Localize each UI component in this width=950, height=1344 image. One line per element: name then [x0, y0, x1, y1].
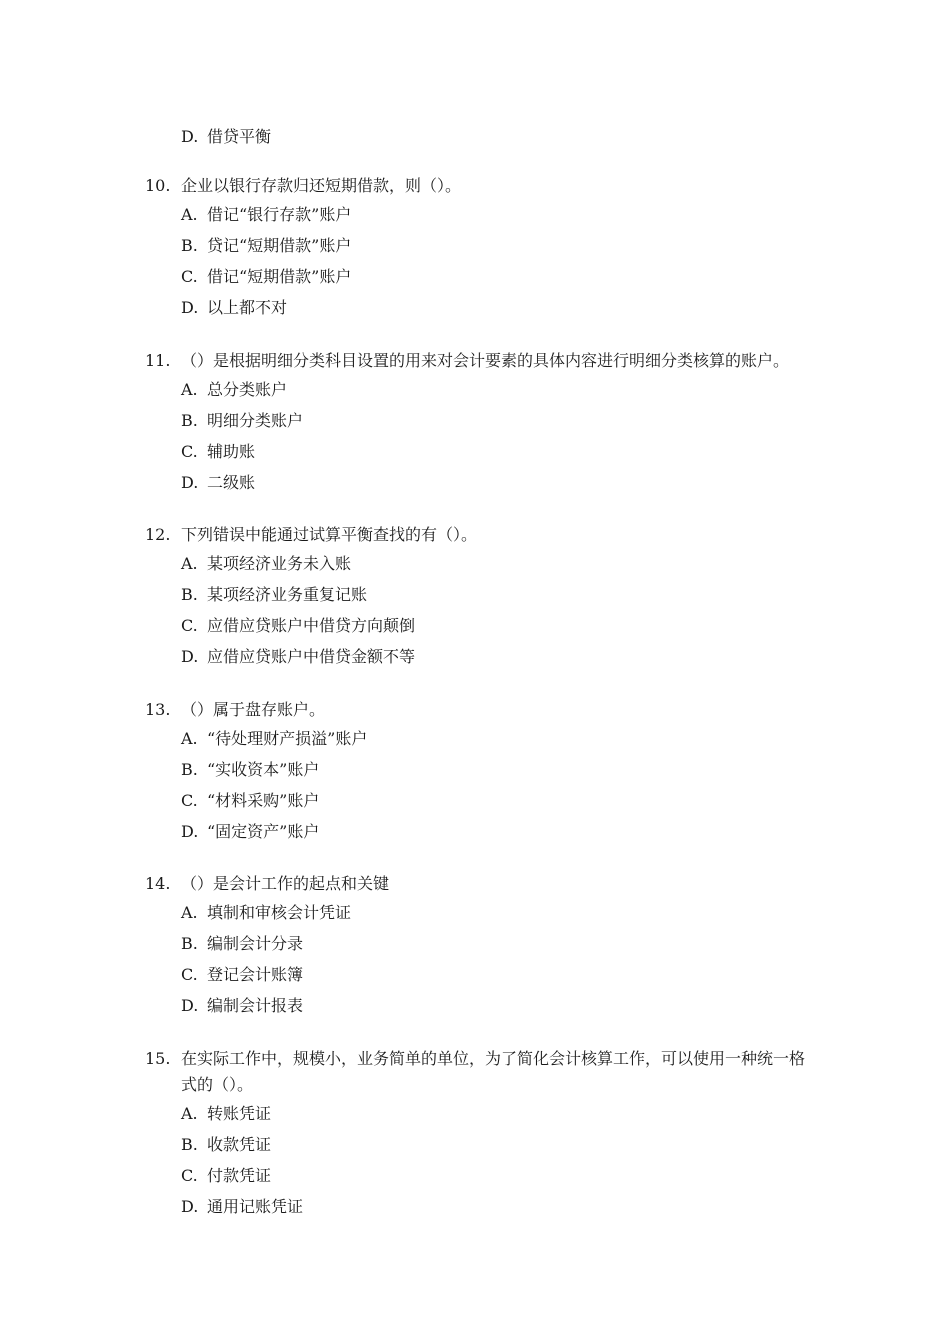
option-d	[145, 641, 825, 672]
option-text: 某项经济业务未入账	[207, 554, 352, 573]
option-letter: D.	[181, 1197, 199, 1216]
question-10	[145, 173, 825, 323]
question-text: 下列错误中能通过试算平衡查找的有（）。	[181, 525, 478, 544]
option-text: 辅助账	[207, 442, 256, 461]
option-letter: B.	[181, 236, 198, 255]
option-b	[145, 405, 825, 436]
option-text: 收款凭证	[207, 1135, 272, 1154]
option-text: 登记会计账簿	[207, 965, 304, 984]
question-stem	[145, 871, 825, 897]
option-letter: C.	[181, 442, 198, 461]
option-text: 填制和审核会计凭证	[207, 903, 352, 922]
option-text: 借记“短期借款”账户	[207, 267, 352, 286]
option-d	[145, 467, 825, 498]
option-letter: A.	[181, 903, 198, 922]
question-stem	[145, 348, 825, 374]
option-list	[145, 548, 825, 672]
option-list	[145, 897, 825, 1021]
option-b	[145, 928, 825, 959]
option-letter: A.	[181, 729, 198, 748]
option-list	[145, 199, 825, 323]
option-a	[145, 548, 825, 579]
option-text: “待处理财产损溢”账户	[207, 729, 368, 748]
option-c	[145, 610, 825, 641]
option-text: 二级账	[207, 473, 256, 492]
option-text: “材料采购”账户	[207, 791, 320, 810]
option-letter: C.	[181, 616, 198, 635]
option-a	[145, 723, 825, 754]
option-b	[145, 1129, 825, 1160]
option-c	[145, 261, 825, 292]
option-letter: C.	[181, 791, 198, 810]
option-d	[145, 816, 825, 847]
question-12	[145, 522, 825, 672]
option-letter: C.	[181, 1166, 198, 1185]
question-number: 15.	[145, 1049, 171, 1068]
option-text: 借记“银行存款”账户	[207, 205, 352, 224]
question-number: 10.	[145, 176, 171, 195]
option-letter: D.	[181, 127, 199, 146]
question-15	[145, 1046, 825, 1222]
question-stem	[145, 173, 825, 199]
option-text: 应借应贷账户中借贷方向颠倒	[207, 616, 416, 635]
question-stem	[145, 1046, 825, 1098]
option-letter: D.	[181, 298, 199, 317]
option-text: 贷记“短期借款”账户	[207, 236, 352, 255]
question-14	[145, 871, 825, 1021]
question-text: （）是根据明细分类科目设置的用来对会计要素的具体内容进行明细分类核算的账户。	[181, 351, 790, 370]
option-a	[145, 897, 825, 928]
question-number: 14.	[145, 874, 171, 893]
option-letter: D.	[181, 473, 199, 492]
question-text: 企业以银行存款归还短期借款，则（）。	[181, 176, 462, 195]
question-number: 12.	[145, 525, 171, 544]
option-b	[145, 754, 825, 785]
option-letter: C.	[181, 965, 198, 984]
option-letter: D.	[181, 647, 199, 666]
option-text: 转账凭证	[207, 1104, 272, 1123]
option-letter: B.	[181, 760, 198, 779]
question-13	[145, 697, 825, 847]
question-stem	[145, 522, 825, 548]
option-list	[145, 374, 825, 498]
option-b	[145, 579, 825, 610]
option-letter: A.	[181, 1104, 198, 1123]
question-stem	[145, 697, 825, 723]
option-text: 通用记账凭证	[207, 1197, 304, 1216]
question-text: （）是会计工作的起点和关键	[181, 874, 390, 893]
option-text: “实收资本”账户	[207, 760, 320, 779]
option-a	[145, 374, 825, 405]
option-text: “固定资产”账户	[207, 822, 320, 841]
question-text: 在实际工作中，规模小，业务简单的单位，为了简化会计核算工作，可以使用一种统一格式的（）。	[181, 1049, 806, 1094]
question-text: （）属于盘存账户。	[181, 700, 326, 719]
question-number: 11.	[145, 351, 171, 370]
option-text: 应借应贷账户中借贷金额不等	[207, 647, 416, 666]
option-list	[145, 1098, 825, 1222]
option-c	[145, 1160, 825, 1191]
option-text: 编制会计分录	[207, 934, 304, 953]
option-letter: C.	[181, 267, 198, 286]
option-text: 借贷平衡	[207, 127, 272, 146]
option-text: 总分类账户	[207, 380, 288, 399]
option-letter: A.	[181, 554, 198, 573]
option-b	[145, 230, 825, 261]
option-text: 付款凭证	[207, 1166, 272, 1185]
question-11	[145, 348, 825, 498]
option-letter: B.	[181, 934, 198, 953]
option-text: 编制会计报表	[207, 996, 304, 1015]
option-letter: B.	[181, 585, 198, 604]
option-letter: A.	[181, 380, 198, 399]
option-text: 某项经济业务重复记账	[207, 585, 368, 604]
option-d	[145, 292, 825, 323]
option-text: 以上都不对	[207, 298, 288, 317]
option-text: 明细分类账户	[207, 411, 304, 430]
option-letter: B.	[181, 411, 198, 430]
question-number: 13.	[145, 700, 171, 719]
option-d	[145, 1191, 825, 1222]
question-9-option-d	[181, 124, 271, 150]
option-letter: A.	[181, 205, 198, 224]
option-c	[145, 436, 825, 467]
option-letter: B.	[181, 1135, 198, 1154]
option-a	[145, 1098, 825, 1129]
option-c	[145, 785, 825, 816]
option-letter: D.	[181, 996, 199, 1015]
option-c	[145, 959, 825, 990]
option-list	[145, 723, 825, 847]
option-letter: D.	[181, 822, 199, 841]
option-a	[145, 199, 825, 230]
option-d	[145, 990, 825, 1021]
